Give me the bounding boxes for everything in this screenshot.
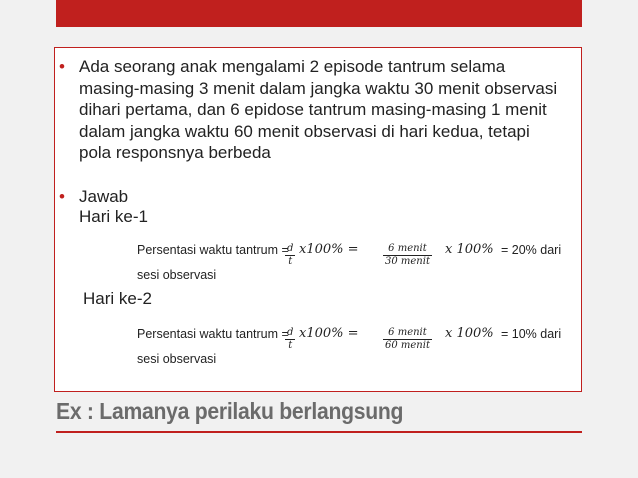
title-underline bbox=[56, 431, 582, 433]
content-box bbox=[54, 47, 582, 392]
formula-result: = 20% dari bbox=[501, 243, 562, 257]
formula-tail: x 100% bbox=[445, 242, 494, 257]
problem-line-2: masing-masing 3 menit dalam jangka waktu 30 menit observasi bbox=[79, 78, 558, 98]
slide-title: Ex : Lamanya perilaku berlangsung bbox=[56, 398, 404, 424]
formula-mid: x100% = bbox=[299, 242, 359, 257]
formula-prefix: Persentasi waktu tantrum = bbox=[137, 243, 289, 257]
fraction-minutes: 6 menit 60 menit bbox=[385, 327, 430, 351]
bullet-dot: • bbox=[59, 187, 65, 206]
answer-label: Jawab bbox=[79, 187, 129, 206]
formula-result: = 10% dari bbox=[501, 327, 562, 341]
formula-line2: sesi observasi bbox=[137, 268, 217, 282]
problem-line-1: Ada seorang anak mengalami 2 episode tantrum selama bbox=[79, 57, 506, 76]
formula-line2: sesi observasi bbox=[137, 352, 217, 366]
day1-label: Hari ke-1 bbox=[79, 207, 148, 226]
problem-line-4: dalam jangka waktu 60 menit observasi di hari kedua, tetapi bbox=[79, 121, 530, 141]
formula-prefix: Persentasi waktu tantrum = bbox=[137, 327, 289, 341]
bullet-dot: • bbox=[59, 57, 65, 76]
fraction-d-over-t: $\frac{d}{t}$ bbox=[287, 327, 294, 351]
fraction-minutes: 6 menit 30 menit bbox=[385, 243, 430, 267]
problem-line-5: pola responsnya berbeda bbox=[79, 143, 271, 163]
day2-label: Hari ke-2 bbox=[83, 289, 152, 308]
formula-tail: x 100% bbox=[445, 326, 494, 341]
problem-line-3: dihari pertama, dan 6 epidose tantrum masing-masing 1 menit bbox=[79, 100, 547, 120]
top-accent-bar bbox=[56, 0, 582, 27]
formula-mid: x100% = bbox=[299, 326, 359, 341]
fraction-d-over-t: $\frac{d}{t}$ bbox=[287, 243, 294, 267]
